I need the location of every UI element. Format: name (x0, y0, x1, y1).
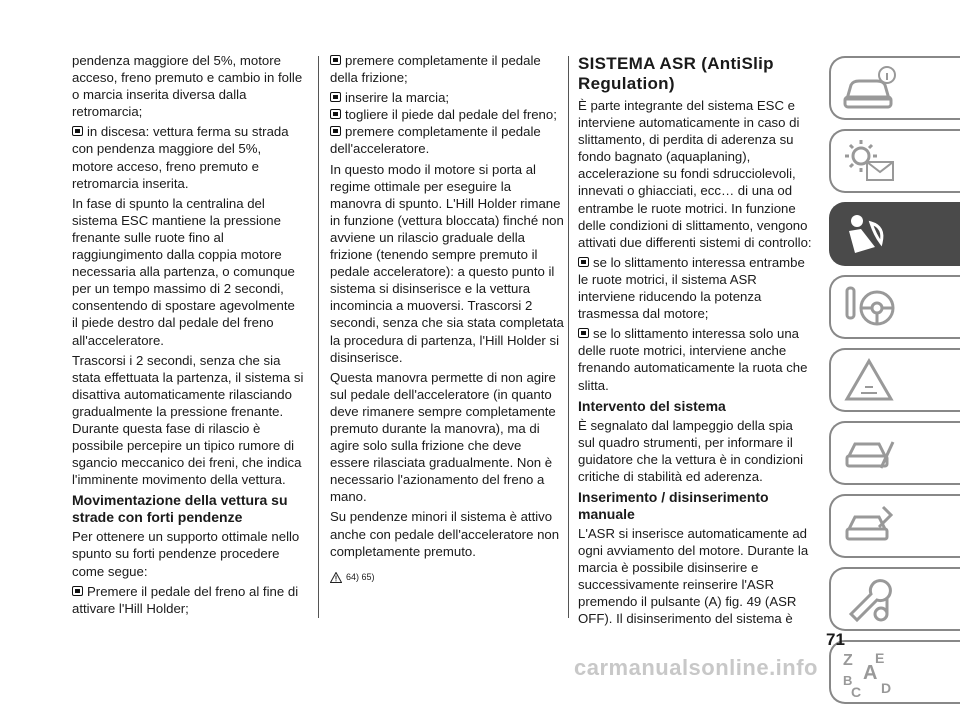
bullet-item: premere completamente il pedale dell'acceleratore. (330, 124, 541, 157)
bullet-icon (72, 126, 83, 136)
svg-text:A: A (863, 662, 878, 684)
bullet-icon (578, 257, 589, 267)
bullet-item: premere completamente il pedale della frizione; (330, 53, 541, 86)
starting-driving-icon (841, 282, 897, 334)
lights-icon (841, 136, 897, 188)
bullet-icon (72, 586, 83, 596)
column-divider (568, 56, 569, 618)
paragraph: È segnalato dal lampeggio della spia sul quadro strumenti, per informare il guidatore che la vettura è in condizioni critiche di stabilità ed aderenza. (578, 417, 804, 484)
safety-icon (841, 209, 897, 261)
car-info-icon (841, 63, 897, 115)
svg-text:E: E (875, 650, 885, 666)
column-3 (578, 52, 812, 631)
svg-text:B: B (843, 673, 853, 688)
warning-references (330, 569, 375, 586)
breakdown-icon (841, 428, 897, 480)
tab-breakdown[interactable] (829, 421, 960, 485)
svg-text:D: D (881, 680, 892, 696)
paragraph: Su pendenze minori il sistema è attivo anche con pedale dell'acceleratore non completamente premuto. (330, 509, 560, 559)
bullet-item: in discesa: vettura ferma su strada con pendenza maggiore del 5%, motore acceso, freno premuto e retromarcia inserita. (72, 124, 289, 191)
bullet-item: se lo slittamento interessa solo una delle ruote motrici, interviene anche frenando automaticamente la ruota che slitta. (578, 326, 808, 393)
svg-text:Z: Z (843, 652, 853, 669)
paragraph: In questo modo il motore si porta al regime ottimale per eseguire la manovra di spunto. L'Hill Holder rimane in funzione (vettura bloccata) finché non avviene un rilascio graduale della frizione (tenendo sempre premuto il pedale acceleratore): a questo punto il sistema si disinserisce e la vettura incomincia a muoversi. Trascorsi 2 secondi, senza che sia stata completata la procedura di partenza, l'Hill Holder si disinserisce. (330, 161, 564, 365)
paragraph: In fase di spunto la centralina del sistema ESC mantiene la pressione frenante sulle ruote fino al raggiungimento dalla coppia motore necessaria alla partenza, o comunque per un tempo massimo di 2 secondi, consentendo di spostare agevolmente il piede destro dal pedale del freno all'acceleratore. (72, 195, 295, 348)
bullet-item: se lo slittamento interessa entrambe le ruote motrici, il sistema ASR interviene riducendo la potenza trasmessa dal motore; (578, 254, 805, 322)
bullet-icon (330, 109, 341, 119)
tab-car-info[interactable] (829, 56, 960, 120)
warning-icon (841, 355, 897, 407)
paragraph: pendenza maggiore del 5%, motore acceso, freno premuto e cambio in folle o marcia inserita diversa dalla retromarcia; (72, 53, 303, 120)
column-divider (318, 56, 319, 618)
bullet-icon (330, 126, 341, 136)
paragraph: L'ASR si inserisce automaticamente ad ogni avviamento del motore. Durante la marcia è possibile disinserire e successivamente reinserire l'ASR premendo il pulsante (A) fig. 49 (ASR OFF). Il disinserimento del sistema è (578, 525, 809, 627)
chapter-tabs (829, 56, 960, 713)
watermark-footer[interactable]: carmanualsonline.info (574, 655, 818, 680)
bullet-item: togliere il piede dal pedale del freno; (330, 106, 564, 123)
svg-text:C: C (851, 684, 862, 699)
tab-safety[interactable] (829, 202, 960, 266)
tab-maintenance[interactable] (829, 494, 960, 558)
section-heading: Inserimento / disinserimento manuale (578, 488, 769, 522)
bullet-icon (330, 55, 341, 65)
column-1 (72, 52, 304, 620)
column-2 (330, 52, 564, 587)
paragraph: Per ottenere un supporto ottimale nello spunto su forti pendenze procedere come segue: (72, 529, 300, 579)
bullet-icon (578, 328, 589, 338)
paragraph: Questa manovra permette di non agire sul pedale dell'acceleratore (in quanto deve rimanere sempre completamente premuto durante la manovra), ma di agire solo sulla frizione che deve essere rilasciata gradualmente. Non è necessario l'azionamento del freno a mano. (330, 369, 556, 505)
tab-index[interactable] (829, 640, 960, 704)
bullet-icon (330, 92, 341, 102)
page-number: 71 (826, 630, 845, 649)
warning-refs-text: 64) 65) (346, 571, 375, 582)
bullet-item: inserire la marcia; (330, 89, 564, 106)
tab-multimedia[interactable] (829, 567, 960, 631)
page-title: SISTEMA ASR (AntiSlip Regulation) (578, 54, 774, 93)
maintenance-icon (841, 501, 897, 553)
tab-warning-lights[interactable] (829, 348, 960, 412)
section-heading: Intervento del sistema (578, 397, 726, 414)
warning-triangle-icon (330, 572, 342, 583)
bullet-item: Premere il pedale del freno al fine di attivare l'Hill Holder; (72, 583, 299, 616)
paragraph: È parte integrante del sistema ESC e interviene automaticamente in caso di slittamento, di perdita di aderenza su fondo bagnato (aquaplaning), accelerazione su fondi sdrucciolevoli, innevati o ghiacciati, ecc… di una od entrambe le ruote motrici. In funzione delle condizioni di slittamento, vengono attivati due differenti sistemi di controllo: (578, 98, 812, 250)
tab-lights[interactable] (829, 129, 960, 193)
multimedia-icon (841, 574, 897, 626)
index-icon (841, 647, 897, 699)
paragraph: Trascorsi i 2 secondi, senza che sia stata effettuata la partenza, il sistema si disattiva automaticamente rilasciando gradualmente la pressione frenante. Durante questa fase di rilascio è possibile percepire un tipico rumore di sgancio meccanico dei freni, che indica l'imminente movimento della vettura. (72, 352, 304, 488)
section-heading: Movimentazione della vettura su strade con forti pendenze (72, 492, 288, 526)
tab-starting-driving[interactable] (829, 275, 960, 339)
